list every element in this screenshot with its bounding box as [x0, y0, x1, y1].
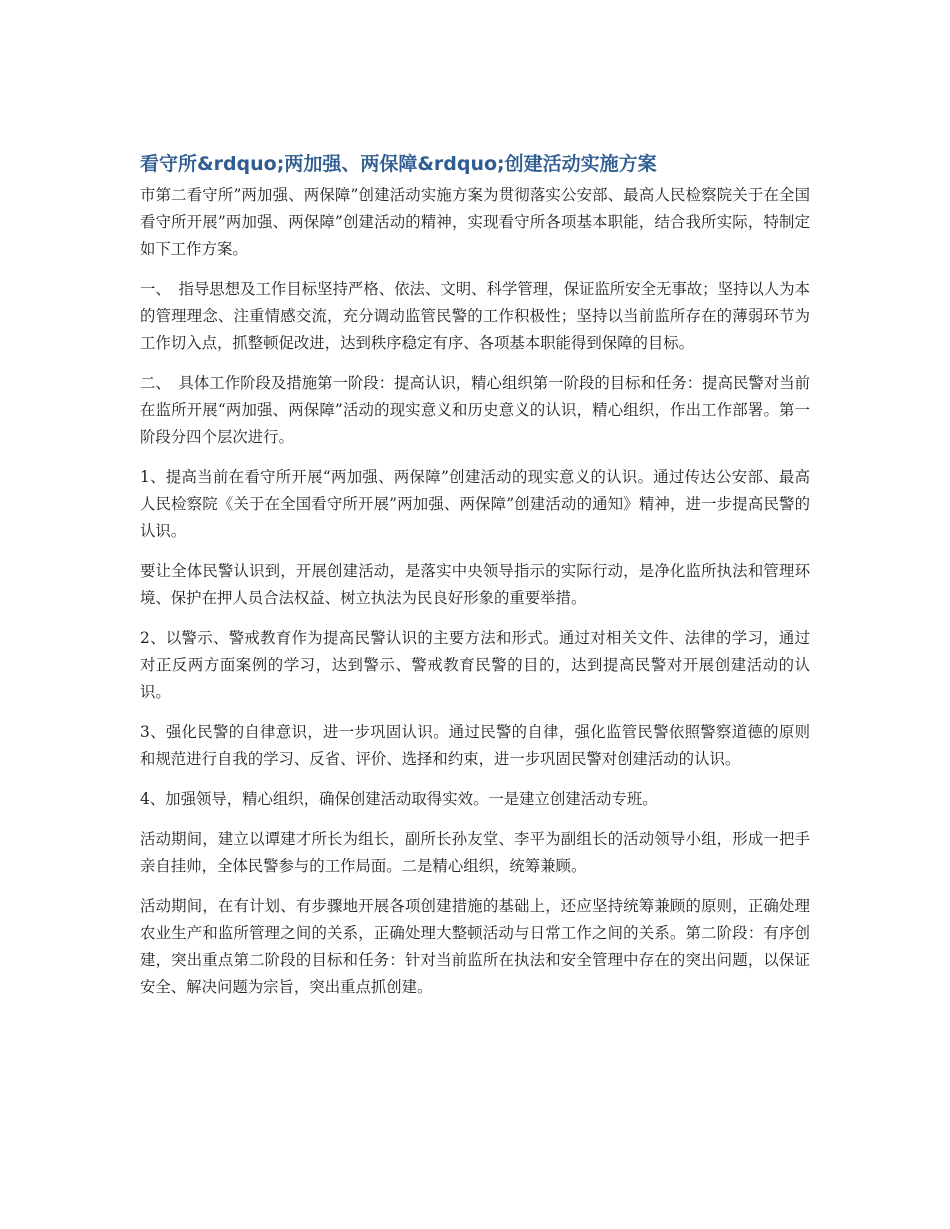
paragraph-item-2: 2、以警示、警戒教育作为提高民警认识的主要方法和形式。通过对相关文件、法律的学习，通过对正反两方面案例的学习，达到警示、警戒教育民警的目的，达到提高民警对开展创建活动的认识。 — [140, 629, 810, 701]
paragraph-intro: 市第二看守所”两加强、两保障”创建活动实施方案为贯彻落实公安部、最高人民检察院关于在全国看守所开展”两加强、两保障”创建活动的精神，实现看守所各项基本职能，结合我所实际，特制定如下工作方案。 — [140, 186, 810, 258]
paragraph-section-2: 二、 具体工作阶段及措施第一阶段：提高认识，精心组织第一阶段的目标和任务：提高民警对当前在监所开展“两加强、两保障”活动的现实意义和历史意义的认识，精心组织，作出工作部署。第一阶段分四个层次进行。 — [140, 374, 810, 446]
document-title: 看守所&rdquo;两加强、两保障&rdquo;创建活动实施方案 — [140, 153, 657, 175]
paragraph-item-1-detail: 要让全体民警认识到，开展创建活动，是落实中央领导指示的实际行动，是净化监所执法和管理环境、保护在押人员合法权益、树立执法为民良好形象的重要举措。 — [140, 562, 810, 607]
paragraph-item-1: 1、提高当前在看守所开展“两加强、两保障”创建活动的现实意义的认识。通过传达公安部、最高人民检察院《关于在全国看守所开展”两加强、两保障”创建活动的通知》精神，进一步提高民警的认识。 — [140, 468, 810, 540]
paragraph-phase-2: 活动期间，在有计划、有步骤地开展各项创建措施的基础上，还应坚持统筹兼顾的原则，正确处理农业生产和监所管理之间的关系，正确处理大整顿活动与日常工作之间的关系。第二阶段：有序创建，突出重点第二阶段的目标和任务：针对当前监所在执法和安全管理中存在的突出问题，以保证安全、解决问题为宗旨，突出重点抓创建。 — [140, 897, 810, 996]
paragraph-item-4: 4、加强领导，精心组织，确保创建活动取得实效。一是建立创建活动专班。 — [140, 790, 658, 808]
paragraph-item-3: 3、强化民警的自律意识，进一步巩固认识。通过民警的自律，强化监管民警依照警察道德的原则和规范进行自我的学习、反省、评价、选择和约束，进一步巩固民警对创建活动的认识。 — [140, 723, 810, 768]
paragraph-section-1: 一、 指导思想及工作目标坚持严格、依法、文明、科学管理，保证监所安全无事故；坚持以人为本的管理理念、注重情感交流，充分调动监管民警的工作积极性；坚持以当前监所存在的薄弱环节为工作切入点，抓整顿促改进，达到秩序稳定有序、各项基本职能得到保障的目标。 — [140, 280, 810, 352]
document-body — [140, 150, 810, 1014]
paragraph-leadership: 活动期间，建立以谭建才所长为组长，副所长孙友堂、李平为副组长的活动领导小组，形成一把手亲自挂帅，全体民警参与的工作局面。二是精心组织，统筹兼顾。 — [140, 830, 810, 875]
